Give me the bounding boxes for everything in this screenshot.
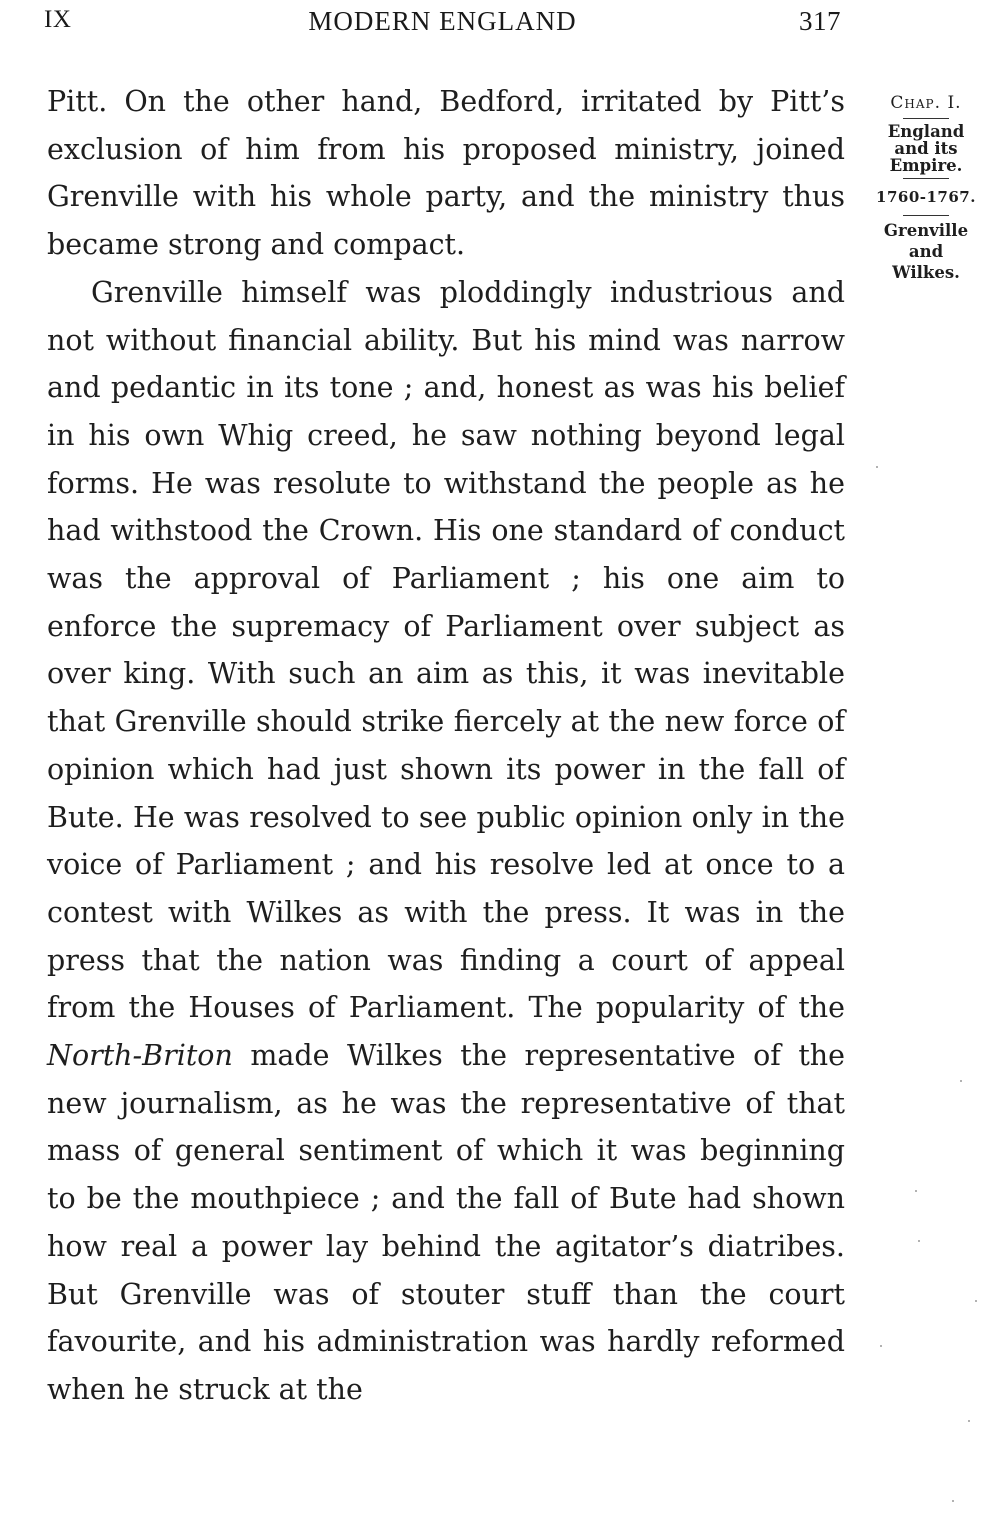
- margin-topic-line: England: [887, 122, 965, 141]
- running-header: [40, 6, 845, 42]
- scan-speck: [880, 1345, 882, 1347]
- margin-chapter: Chap. I.: [890, 93, 962, 113]
- newspaper-title: North-Briton: [47, 1039, 233, 1073]
- margin-topic: [864, 119, 988, 178]
- running-title: MODERN ENGLAND: [308, 6, 577, 36]
- margin-subtopic-line: and: [908, 242, 944, 261]
- chapter-numeral: IX: [44, 6, 72, 33]
- margin-subtopic: [864, 216, 988, 283]
- margin-subtopic-line: Wilkes.: [892, 263, 960, 282]
- paragraph-2: [47, 269, 845, 1414]
- scan-speck: [918, 1240, 920, 1242]
- paragraph-1: Pitt. On the other hand, Bedford, irritated by Pitt’s exclusion of him from his proposed ministry, joined Grenville with his whole party, and the ministry thus became strong and compact.: [47, 85, 845, 262]
- page-number: 317: [799, 6, 841, 36]
- body-text: [47, 78, 845, 1414]
- margin-topic-line: Empire.: [889, 156, 963, 175]
- scan-speck: [960, 1080, 962, 1082]
- paragraph-2-part-2: made Wilkes the representative of the new journalism, as he was the representative of that mass of general sentiment of which it was beginning to be the mouthpiece ; and the fall of Bute had shown how real a power lay behind the agitator’s diatribes. But Grenville was of stouter stuff than the court favourite, and his administration was hardly reformed when he struck at the: [47, 1039, 845, 1406]
- scan-speck: [952, 1500, 954, 1502]
- scan-speck: [975, 1300, 977, 1302]
- margin-date-range: 1760-1767.: [876, 188, 976, 206]
- margin-topic-line: and its: [894, 139, 958, 158]
- margin-subtopic-line: Grenville: [883, 221, 969, 240]
- scan-speck: [915, 1190, 917, 1192]
- marginal-notes: [864, 88, 988, 283]
- paragraph-2-part-1: Grenville himself was ploddingly industrious and not without financial ability. But his mind was narrow and pedantic in its tone ; and, honest as was his belief in his own Whig creed, he saw nothing beyond legal forms. He was resolute to withstand the people as he had withstood the Crown. His one standard of conduct was the approval of Parliament ; his one aim to enforce the supremacy of Parliament over subject as over king. With such an aim as this, it was inevitable that Grenville should strike fiercely at the new force of opinion which had just shown its power in the fall of Bute. He was resolved to see public opinion only in the voice of Parliament ; and his resolve led at once to a contest with Wilkes as with the press. It was in the press that the nation was finding a court of appeal from the Houses of Parliament. The popularity of the: [47, 275, 845, 1025]
- scan-speck: [968, 1420, 970, 1422]
- scan-speck: [876, 466, 878, 468]
